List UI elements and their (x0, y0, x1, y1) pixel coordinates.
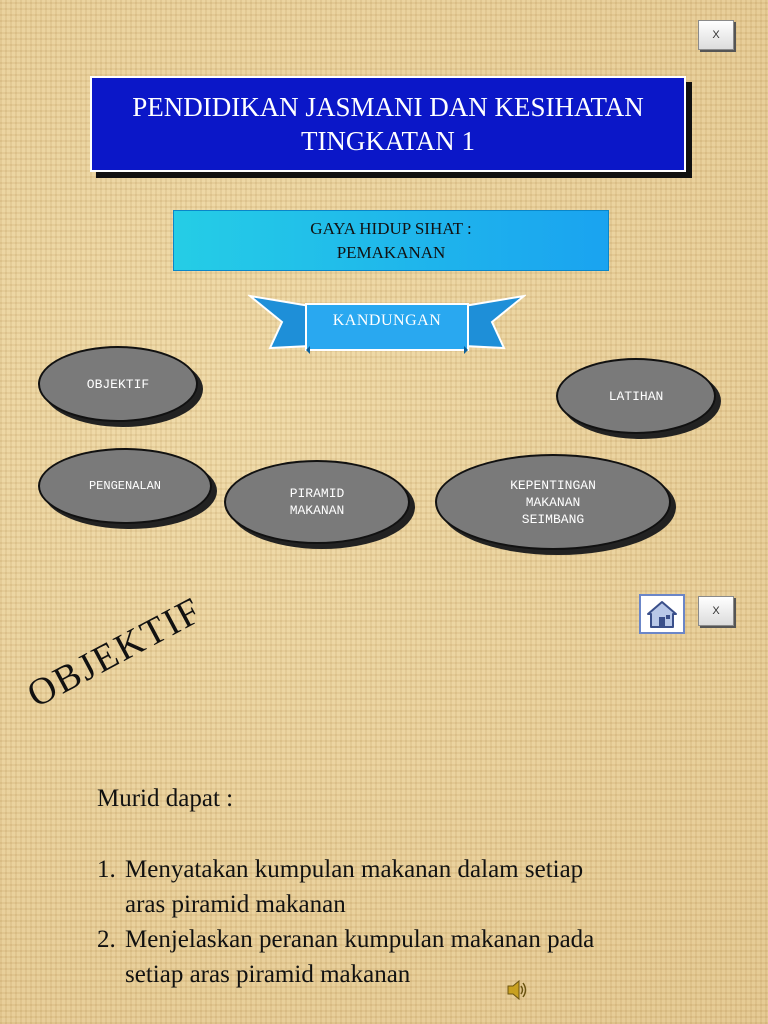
title-box (90, 76, 686, 172)
intro-text: Murid dapat : (97, 785, 234, 812)
objective-line-2: setiap aras piramid makanan (125, 961, 411, 988)
menu-kepentingan-makanan-seimbang[interactable] (435, 454, 671, 550)
objective-item (97, 922, 725, 992)
close-button[interactable]: X (698, 20, 734, 50)
menu-pengenalan[interactable] (38, 448, 212, 524)
menu-latihan-label: LATIHAN (608, 388, 664, 404)
menu-pengenalan-label: PENGENALAN (88, 478, 161, 493)
objective-item (97, 852, 725, 922)
home-icon (645, 599, 679, 629)
title-line-2: TINGKATAN 1 (300, 126, 476, 156)
title-line-1: PENDIDIKAN JASMANI DAN KESIHATAN (132, 92, 644, 122)
objektif-heading: OBJEKTIF (20, 589, 210, 716)
subtitle-line-2: PEMAKANAN (336, 242, 446, 262)
objective-number: 2. (97, 926, 116, 953)
menu-latihan[interactable] (556, 358, 716, 434)
ribbon-label: KANDUNGAN (332, 312, 442, 329)
menu-objektif-label: OBJEKTIF (86, 376, 150, 392)
menu-kepentingan-line-2: MAKANAN (525, 494, 581, 510)
close-button-2[interactable]: X (698, 596, 734, 626)
menu-kepentingan-line-1: KEPENTINGAN (510, 477, 596, 493)
subtitle-box (173, 210, 609, 271)
speaker-icon[interactable] (506, 978, 528, 1002)
menu-piramid-line-1: PIRAMID (289, 486, 345, 501)
objective-line-2: aras piramid makanan (125, 891, 346, 918)
kandungan-ribbon (248, 292, 526, 358)
home-button[interactable] (639, 594, 685, 634)
objective-line-1: Menjelaskan peranan kumpulan makanan pada (125, 926, 595, 953)
objective-line-1: Menyatakan kumpulan makanan dalam setiap (125, 856, 584, 883)
subtitle-line-1: GAYA HIDUP SIHAT : (310, 218, 472, 238)
objective-list (97, 852, 725, 992)
menu-piramid-makanan[interactable] (224, 460, 410, 544)
menu-kepentingan-line-3: SEIMBANG (521, 511, 585, 527)
menu-objektif[interactable] (38, 346, 198, 422)
menu-piramid-line-2: MAKANAN (289, 503, 345, 518)
objective-number: 1. (97, 856, 116, 883)
